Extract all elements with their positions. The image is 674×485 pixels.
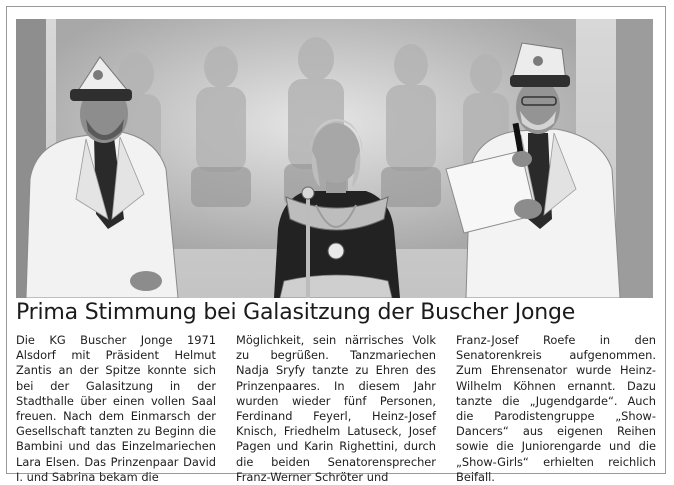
article-body: [16, 333, 656, 484]
article-column-3: [456, 333, 656, 484]
article-paragraph: Franz-Josef Roefe in den Senatorenkreis aufgenommen. Zum Ehrensenator wurde Heinz-Wilhelm Köhnen ernannt. Dazu tanzte die „Jugendgarde“. Auch die Parodistengruppe „Show-Dancers“ aus eigenen Reihen sowie die Juniorengarde und die „Show-Girls“ erhielten reichlich Beifall.: [456, 333, 656, 484]
article-headline: Prima Stimmung bei Galasitzung der Buscher Jonge: [16, 300, 576, 325]
article-column-2: [236, 333, 436, 484]
article-photo: [16, 19, 653, 298]
article-column-1: [16, 333, 216, 484]
article-paragraph: Die KG Buscher Jonge 1971 Alsdorf mit Präsident Helmut Zantis an der Spitze konnte sich bei der Galasitzung in der Stadthalle über einen vollen Saal freuen. Nach dem Einmarsch der Gesellschaft tanzten zu Beginn die Bambini und das Einzelmariechen Lara Elsen. Das Prinzenpaar David I. und Sabrina bekam die: [16, 333, 216, 484]
article-paragraph: Möglichkeit, sein närrisches Volk zu begrüßen. Tanzmariechen Nadja Sryfy tanzte zu Ehren des Prinzenpaares. In diesem Jahr wurden wieder fünf Personen, Ferdinand Feyerl, Heinz-Josef Knisch, Friedhelm Latuseck, Josef Pagen und Karin Righettini, durch die beiden Senatorensprecher Franz-Werner Schröter und: [236, 333, 436, 484]
